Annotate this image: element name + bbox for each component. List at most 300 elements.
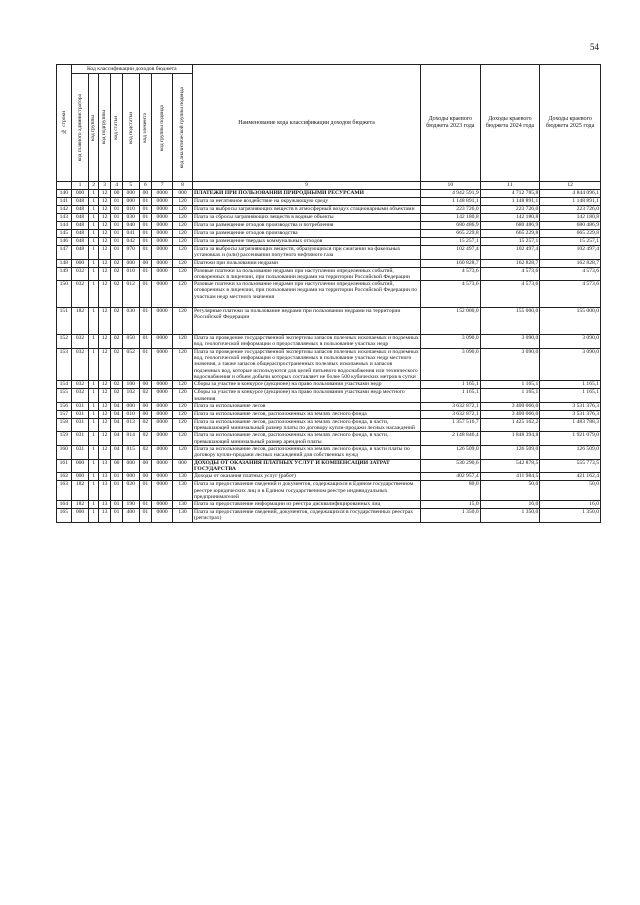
element-code: 01 (139, 238, 152, 246)
admin-code: 000 (71, 509, 89, 523)
revenue-2024: 223 726,0 (480, 206, 540, 214)
row-number: 140 (57, 190, 72, 198)
header-name: Наименование кода классификации доходов бюджета (192, 65, 420, 182)
element-code: 01 (139, 198, 152, 206)
element-code: 00 (139, 402, 152, 410)
revenue-2024: 1 148 891,1 (480, 198, 540, 206)
revenue-2024: 4 712 785,8 (480, 190, 540, 198)
revenue-name: Плата за использование лесов, расположенных на землях лесного фонда (192, 410, 420, 418)
table-body (57, 190, 601, 523)
table-row (57, 259, 601, 267)
element-code: 01 (139, 308, 152, 335)
revenue-2025: 1 148 891,1 (540, 198, 601, 206)
revenue-2023: 1 165,1 (421, 389, 481, 403)
revenue-name: Плата за размещение отходов производства (192, 230, 420, 238)
subgroup-code: 12 (98, 402, 111, 410)
revenue-2025: 4 573,6 (540, 267, 601, 281)
revenue-2024: 1 165,1 (480, 389, 540, 403)
revenue-name: Плата за использование лесов, расположенных на землях лесного фонда, в части, превышающей минимальный размер арендной платы (192, 432, 420, 446)
revenue-2025: 3 090,0 (540, 335, 601, 349)
admin-code: 032 (71, 281, 89, 308)
article-code: 01 (111, 238, 123, 246)
revenue-2023: 15 257,1 (421, 238, 481, 246)
admin-code: 031 (71, 446, 89, 460)
revenue-2023: 15,0 (421, 501, 481, 509)
group-code: 1 (89, 446, 98, 460)
article-code: 02 (111, 259, 123, 267)
program-group-code: 0000 (152, 381, 173, 389)
revenue-2023: 3 632 872,1 (421, 410, 481, 418)
table-row (57, 281, 601, 308)
column-number: 1 (71, 182, 89, 190)
table-row (57, 267, 601, 281)
program-group-code: 0000 (152, 402, 173, 410)
subarticle-code: 102 (122, 389, 139, 403)
table-row (57, 381, 601, 389)
element-code: 02 (139, 389, 152, 403)
article-code: 00 (111, 190, 123, 198)
revenue-2025: 680 486,9 (540, 222, 601, 230)
header-group: код группы (89, 74, 98, 182)
program-group-code: 0000 (152, 509, 173, 523)
revenue-2024: 3 090,0 (480, 348, 540, 380)
group-code: 1 (89, 238, 98, 246)
article-code: 01 (111, 198, 123, 206)
row-number: 163 (57, 481, 72, 501)
revenue-2023: 1 165,1 (421, 381, 481, 389)
table-row (57, 402, 601, 410)
revenue-2025: 421 162,4 (540, 473, 601, 481)
admin-code: 182 (71, 308, 89, 335)
revenue-name: Плата за использование лесов (192, 402, 420, 410)
revenue-2025: 3 531 376,3 (540, 402, 601, 410)
revenue-name: Плата за сбросы загрязняющих веществ в водные объекты (192, 214, 420, 222)
analytic-group-code: 120 (173, 198, 193, 206)
revenue-2023: 2 148 846,4 (421, 432, 481, 446)
group-code: 1 (89, 481, 98, 501)
group-code: 1 (89, 509, 98, 523)
subarticle-code: 010 (122, 206, 139, 214)
revenue-name: ПЛАТЕЖИ ПРИ ПОЛЬЗОВАНИИ ПРИРОДНЫМИ РЕСУРСАМИ (192, 190, 420, 198)
admin-code: 032 (71, 335, 89, 349)
subgroup-code: 12 (98, 446, 111, 460)
group-code: 1 (89, 418, 98, 432)
revenue-2024: 16,0 (480, 501, 540, 509)
analytic-group-code: 130 (173, 509, 193, 523)
article-code: 01 (111, 206, 123, 214)
revenue-2023: 102 497,4 (421, 246, 481, 260)
column-number: 3 (98, 182, 111, 190)
revenue-2023: 3 090,0 (421, 348, 481, 380)
revenue-2025: 4 844 096,1 (540, 190, 601, 198)
article-code: 04 (111, 418, 123, 432)
analytic-group-code: 120 (173, 335, 193, 349)
table-row (57, 501, 601, 509)
revenue-2024: 1 848 394,8 (480, 432, 540, 446)
subarticle-code: 014 (122, 432, 139, 446)
column-number: 5 (122, 182, 139, 190)
revenue-2024: 155 000,0 (480, 308, 540, 335)
header-analytic-group: код аналитической группы подвида (173, 74, 193, 182)
table-row (57, 446, 601, 460)
program-group-code: 0000 (152, 267, 173, 281)
admin-code: 000 (71, 259, 89, 267)
program-group-code: 0000 (152, 348, 173, 380)
analytic-group-code: 120 (173, 418, 193, 432)
subarticle-code: 013 (122, 418, 139, 432)
admin-code: 032 (71, 348, 89, 380)
group-code: 1 (89, 267, 98, 281)
row-number: 148 (57, 259, 72, 267)
revenue-name: Плата за предоставление сведений и документов, содержащихся в Едином государственном реестре юридических лиц и в Едином государственном реестре индивидуальных предпринимателей (192, 481, 420, 501)
revenue-name: Плата за выбросы загрязняющих веществ, образующихся при сжигании на факельных установках и (или) рассеивании попутного нефтяного газа (192, 246, 420, 260)
analytic-group-code: 130 (173, 473, 193, 481)
table-row (57, 481, 601, 501)
revenue-name: Плата за предоставление информации из реестра дисквалифицированных лиц (192, 501, 420, 509)
element-code: 01 (139, 206, 152, 214)
article-code: 01 (111, 481, 123, 501)
subarticle-code: 190 (122, 501, 139, 509)
element-code: 01 (139, 230, 152, 238)
subarticle-code: 050 (122, 335, 139, 349)
element-code: 01 (139, 501, 152, 509)
table-row (57, 214, 601, 222)
element-code: 01 (139, 267, 152, 281)
table-row (57, 348, 601, 380)
group-code: 1 (89, 198, 98, 206)
revenue-2025: 16,0 (540, 501, 601, 509)
subgroup-code: 12 (98, 246, 111, 260)
revenue-name: Плата за размещение отходов производства и потребления (192, 222, 420, 230)
group-code: 1 (89, 432, 98, 446)
column-number: 8 (173, 182, 193, 190)
revenue-2024: 3 090,0 (480, 335, 540, 349)
revenue-name: Разовые платежи за пользование недрами при наступлении определенных событий, оговоренных в лицензии, при пользовании недрами на территории Российской Федерации (192, 267, 420, 281)
subarticle-code: 020 (122, 481, 139, 501)
subgroup-code: 12 (98, 389, 111, 403)
analytic-group-code: 120 (173, 222, 193, 230)
subarticle-code: 010 (122, 410, 139, 418)
element-code: 01 (139, 481, 152, 501)
revenue-2023: 3 632 872,1 (421, 402, 481, 410)
group-code: 1 (89, 246, 98, 260)
column-number: 6 (139, 182, 152, 190)
admin-code: 031 (71, 410, 89, 418)
table-row (57, 389, 601, 403)
revenue-name: Плата за выбросы загрязняющих веществ в атмосферный воздух стационарными объектами (192, 206, 420, 214)
program-group-code: 0000 (152, 481, 173, 501)
element-code: 01 (139, 348, 152, 380)
element-code: 00 (139, 410, 152, 418)
revenue-2024: 162 828,7 (480, 259, 540, 267)
program-group-code: 0000 (152, 501, 173, 509)
row-number: 141 (57, 198, 72, 206)
subarticle-code: 400 (122, 509, 139, 523)
revenue-2024: 665 229,8 (480, 230, 540, 238)
program-group-code: 0000 (152, 198, 173, 206)
row-number: 145 (57, 230, 72, 238)
admin-code: 032 (71, 389, 89, 403)
article-code: 02 (111, 381, 123, 389)
group-code: 1 (89, 230, 98, 238)
header-element: код элемента (139, 74, 152, 182)
revenue-2025: 1 921 079,0 (540, 432, 601, 446)
table-row (57, 198, 601, 206)
page-number: 54 (590, 42, 599, 52)
table-row (57, 246, 601, 260)
subarticle-code: 000 (122, 402, 139, 410)
subgroup-code: 12 (98, 267, 111, 281)
admin-code: 032 (71, 267, 89, 281)
row-number: 156 (57, 402, 72, 410)
revenue-2025: 3 090,0 (540, 348, 601, 380)
subgroup-code: 12 (98, 214, 111, 222)
table-row (57, 473, 601, 481)
subarticle-code: 042 (122, 238, 139, 246)
row-number: 155 (57, 389, 72, 403)
admin-code: 048 (71, 238, 89, 246)
group-code: 1 (89, 206, 98, 214)
subgroup-code: 12 (98, 230, 111, 238)
revenue-2024: 542 878,5 (480, 459, 540, 473)
revenue-2024: 411 984,5 (480, 473, 540, 481)
revenue-2025: 126 509,0 (540, 446, 601, 460)
column-number-row (57, 182, 601, 190)
analytic-group-code: 120 (173, 206, 193, 214)
revenue-2025: 1 350,0 (540, 509, 601, 523)
subgroup-code: 12 (98, 198, 111, 206)
revenue-2023: 80,0 (421, 481, 481, 501)
subarticle-code: 000 (122, 459, 139, 473)
row-number: 162 (57, 473, 72, 481)
subgroup-code: 12 (98, 222, 111, 230)
row-number: 158 (57, 418, 72, 432)
revenue-2023: 665 229,8 (421, 230, 481, 238)
row-number: 157 (57, 410, 72, 418)
admin-code: 000 (71, 473, 89, 481)
header-2024: Доходы краевого бюджета 2024 года (480, 65, 540, 182)
table-row (57, 308, 601, 335)
subgroup-code: 12 (98, 238, 111, 246)
revenue-name: Плата за предоставление сведений, документов, содержащихся в государственных реестрах (регистрах) (192, 509, 420, 523)
article-code: 02 (111, 281, 123, 308)
header-subgroup: код подгруппы (98, 74, 111, 182)
row-number: 146 (57, 238, 72, 246)
subarticle-code: 030 (122, 308, 139, 335)
revenue-2025: 223 726,0 (540, 206, 601, 214)
analytic-group-code: 120 (173, 238, 193, 246)
subgroup-code: 12 (98, 381, 111, 389)
revenue-2023: 402 957,4 (421, 473, 481, 481)
budget-revenue-table (56, 64, 601, 523)
program-group-code: 0000 (152, 410, 173, 418)
program-group-code: 0000 (152, 259, 173, 267)
revenue-2023: 4 573,6 (421, 281, 481, 308)
analytic-group-code: 120 (173, 446, 193, 460)
group-code: 1 (89, 402, 98, 410)
row-number: 153 (57, 348, 72, 380)
element-code: 00 (139, 459, 152, 473)
subgroup-code: 13 (98, 481, 111, 501)
revenue-2023: 1 148 891,1 (421, 198, 481, 206)
header-2025: Доходы краевого бюджета 2025 года (540, 65, 601, 182)
subgroup-code: 13 (98, 501, 111, 509)
column-number: 10 (421, 182, 481, 190)
article-code: 02 (111, 348, 123, 380)
revenue-2025: 665 229,8 (540, 230, 601, 238)
revenue-2024: 102 497,4 (480, 246, 540, 260)
admin-code: 048 (71, 246, 89, 260)
table-row (57, 432, 601, 446)
table-row (57, 206, 601, 214)
revenue-2023: 1 357 516,7 (421, 418, 481, 432)
analytic-group-code: 120 (173, 259, 193, 267)
revenue-name: Разовые платежи за пользование недрами при наступлении определенных событий, оговоренных в лицензии, при пользовании недрами на территории Российской Федерации по участкам недр местного значения (192, 281, 420, 308)
table-row (57, 418, 601, 432)
program-group-code: 0000 (152, 389, 173, 403)
subarticle-code: 030 (122, 214, 139, 222)
header-admin: код главного администратора (71, 74, 89, 182)
column-number: 9 (192, 182, 420, 190)
row-number: 160 (57, 446, 72, 460)
admin-code: 048 (71, 206, 89, 214)
admin-code: 048 (71, 222, 89, 230)
table-row (57, 190, 601, 198)
row-number: 165 (57, 509, 72, 523)
admin-code: 031 (71, 418, 89, 432)
revenue-2024: 126 509,0 (480, 446, 540, 460)
program-group-code: 0000 (152, 246, 173, 260)
row-number: 151 (57, 308, 72, 335)
article-code: 04 (111, 432, 123, 446)
revenue-2025: 155 000,0 (540, 308, 601, 335)
program-group-code: 0000 (152, 432, 173, 446)
header-subarticle: код подстатьи (122, 74, 139, 182)
element-code: 01 (139, 281, 152, 308)
program-group-code: 0000 (152, 459, 173, 473)
revenue-name: ДОХОДЫ ОТ ОКАЗАНИЯ ПЛАТНЫХ УСЛУГ И КОМПЕНСАЦИИ ЗАТРАТ ГОСУДАРСТВА (192, 459, 420, 473)
program-group-code: 0000 (152, 418, 173, 432)
header-2023: Доходы краевого бюджета 2023 года (421, 65, 481, 182)
admin-code: 031 (71, 402, 89, 410)
revenue-2025: 3 531 376,3 (540, 410, 601, 418)
row-number: 154 (57, 381, 72, 389)
element-code: 00 (139, 381, 152, 389)
subarticle-code: 070 (122, 246, 139, 260)
revenue-name: Сборы за участие в конкурсе (аукционе) на право пользования участками недр (192, 381, 420, 389)
article-code: 02 (111, 389, 123, 403)
group-code: 1 (89, 389, 98, 403)
analytic-group-code: 120 (173, 246, 193, 260)
row-number: 143 (57, 214, 72, 222)
analytic-group-code: 120 (173, 230, 193, 238)
article-code: 01 (111, 246, 123, 260)
article-code: 01 (111, 222, 123, 230)
element-code: 00 (139, 473, 152, 481)
analytic-group-code: 120 (173, 410, 193, 418)
revenue-2024: 4 573,6 (480, 267, 540, 281)
column-number (57, 182, 72, 190)
row-number: 144 (57, 222, 72, 230)
revenue-name: Доходы от оказания платных услуг (работ) (192, 473, 420, 481)
analytic-group-code: 120 (173, 281, 193, 308)
admin-code: 031 (71, 432, 89, 446)
element-code: 00 (139, 259, 152, 267)
subgroup-code: 13 (98, 473, 111, 481)
admin-code: 048 (71, 214, 89, 222)
revenue-2023: 4 942 591,9 (421, 190, 481, 198)
group-code: 1 (89, 214, 98, 222)
table-row (57, 509, 601, 523)
revenue-name: Сборы за участие в конкурсе (аукционе) на право пользования участками недр местного значения (192, 389, 420, 403)
element-code: 02 (139, 446, 152, 460)
group-code: 1 (89, 473, 98, 481)
subarticle-code: 000 (122, 190, 139, 198)
element-code: 02 (139, 418, 152, 432)
element-code: 01 (139, 222, 152, 230)
revenue-2025: 50,0 (540, 481, 601, 501)
revenue-2024: 680 486,9 (480, 222, 540, 230)
revenue-2024: 4 573,6 (480, 281, 540, 308)
table-row (57, 238, 601, 246)
program-group-code: 0000 (152, 238, 173, 246)
revenue-2024: 3 400 066,0 (480, 410, 540, 418)
article-code: 02 (111, 267, 123, 281)
revenue-2025: 15 257,1 (540, 238, 601, 246)
subarticle-code: 041 (122, 230, 139, 238)
subgroup-code: 12 (98, 281, 111, 308)
revenue-2025: 102 497,4 (540, 246, 601, 260)
analytic-group-code: 120 (173, 432, 193, 446)
revenue-2025: 1 483 788,3 (540, 418, 601, 432)
admin-code: 000 (71, 190, 89, 198)
revenue-name: Плата за проведение государственной экспертизы запасов полезных ископаемых и подземных вод, геологической информации о предоставляемых в пользование участках недр (193, 335, 419, 348)
row-number: 159 (57, 432, 72, 446)
revenue-2023: 126 509,0 (421, 446, 481, 460)
program-group-code: 0000 (152, 446, 173, 460)
element-code: 02 (139, 432, 152, 446)
program-group-code: 0000 (152, 206, 173, 214)
revenue-2024: 3 400 066,0 (480, 402, 540, 410)
analytic-group-code: 130 (173, 481, 193, 501)
row-number: 149 (57, 267, 72, 281)
analytic-group-code: 130 (173, 501, 193, 509)
header-program-group: код группы подвида (152, 74, 173, 182)
subarticle-code: 000 (122, 259, 139, 267)
program-group-code: 0000 (152, 190, 173, 198)
group-code: 1 (89, 190, 98, 198)
revenue-2025: 142 180,8 (540, 214, 601, 222)
element-code: 01 (139, 246, 152, 260)
program-group-code: 0000 (152, 308, 173, 335)
admin-code: 048 (71, 198, 89, 206)
revenue-2023: 3 090,0 (421, 335, 481, 349)
article-code: 02 (111, 308, 123, 335)
admin-code: 182 (71, 481, 89, 501)
group-code: 1 (89, 335, 98, 349)
revenue-name: Регулярные платежи за пользование недрами при пользовании недрами на территории Российской Федерации (192, 308, 420, 335)
subgroup-code: 12 (98, 418, 111, 432)
analytic-group-code: 120 (173, 402, 193, 410)
element-code: 01 (139, 509, 152, 523)
revenue-2025: 4 573,6 (540, 281, 601, 308)
revenue-name: Плата за использование лесов, расположенных на землях лесного фонда, в части платы по договору купли-продажи лесных насаждений для собственных нужд (192, 446, 420, 460)
article-code: 01 (111, 509, 123, 523)
revenue-name: Плата за размещение твердых коммунальных отходов (192, 238, 420, 246)
subarticle-code: 000 (122, 198, 139, 206)
article-code: 01 (111, 230, 123, 238)
revenue-2025: 1 165,1 (540, 381, 601, 389)
